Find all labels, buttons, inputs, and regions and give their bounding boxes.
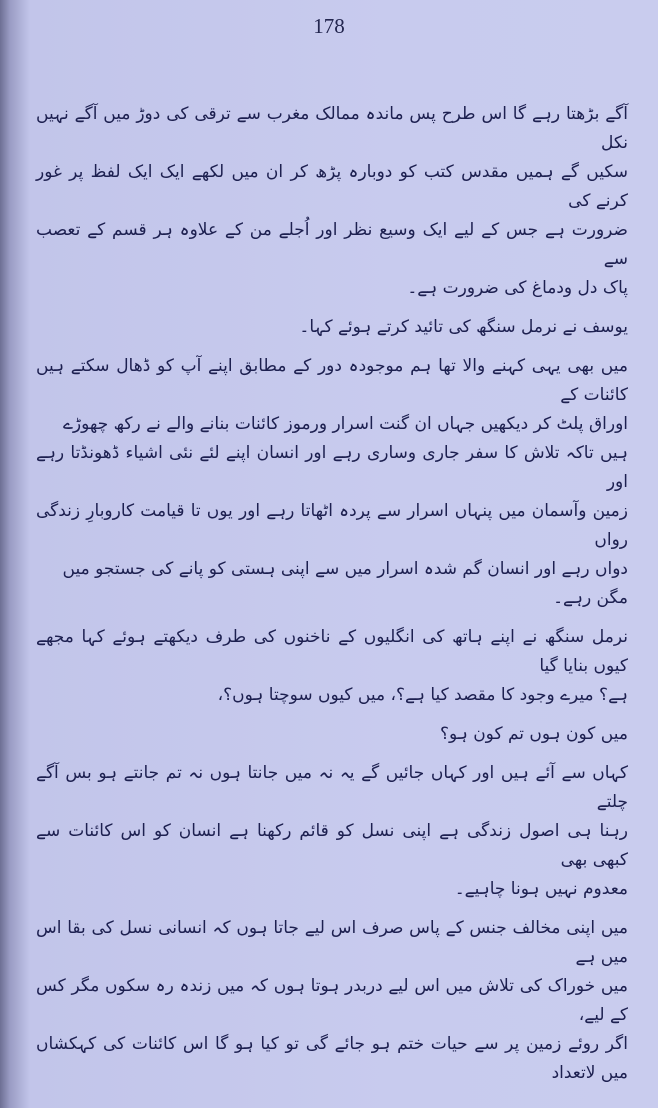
text-line: آگے بڑھتا رہے گا اس طرح پس ماندہ ممالک مغرب سے ترقی کی دوڑ میں آگے نہیں نکل bbox=[36, 104, 628, 153]
text-line: یوسف نے نرمل سنگھ کی تائید کرتے ہوئے کہا۔ bbox=[299, 317, 628, 337]
text-line: پاک دل ودماغ کی ضرورت ہے۔ bbox=[407, 278, 628, 298]
text-line: سکیں گے ہمیں مقدس کتب کو دوبارہ پڑھ کر ان میں لکھے ایک ایک لفظ پر غور کرنے کی bbox=[36, 162, 628, 211]
text-line: اگر روئے زمین پر سے حیات ختم ہو جائے گی تو کیا ہو گا اس کائنات کی کہکشاں میں لاتعداد bbox=[36, 1034, 628, 1083]
text-line: میں کون ہوں تم کون ہو؟ bbox=[440, 724, 628, 744]
text-line: میں بھی یہی کہنے والا تھا ہم موجودہ دور کے مطابق اپنے آپ کو ڈھال سکتے ہیں کائنات کے bbox=[36, 356, 628, 405]
text-line: کہاں سے آئے ہیں اور کہاں جائیں گے یہ نہ میں جانتا ہوں نہ تم جانتے ہو بس آگے چلتے bbox=[36, 763, 628, 812]
text-line: ہیں تاکہ تلاش کا سفر جاری وساری رہے اور انسان اپنے لئے نئی اشیاء ڈھونڈتا رہے اور bbox=[36, 443, 628, 492]
text-line: دواں رہے اور انسان گم شدہ اسرار میں سے اپنی ہستی کو پانے کی جستجو میں مگن رہے۔ bbox=[62, 559, 628, 608]
text-line: میں خوراک کی تلاش میں اس لیے دربدر ہوتا ہوں کہ میں زندہ رہ سکوں مگر کس کے لیے، bbox=[36, 976, 628, 1025]
text-line: نرمل سنگھ نے اپنے ہاتھ کی انگلیوں کے ناخنوں کی طرف دیکھتے ہوئے کہا مجھے کیوں بنایا گیا bbox=[36, 627, 628, 676]
text-line: رہنا ہی اصول زندگی ہے اپنی نسل کو قائم رکھنا ہے انسان کو اس کائنات سے کبھی بھی bbox=[36, 821, 628, 870]
text-line: ضرورت ہے جس کے لیے ایک وسیع نظر اور اُجلے من کے علاوہ ہر قسم کے تعصب سے bbox=[36, 220, 628, 269]
text-line: معدوم نہیں ہونا چاہیے۔ bbox=[454, 879, 628, 899]
text-line: میں اپنی مخالف جنس کے پاس صرف اس لیے جاتا ہوں کہ انسانی نسل کی بقا اس میں ہے bbox=[36, 918, 628, 967]
body-text bbox=[0, 100, 658, 1108]
text-line: زمین وآسمان میں پنہاں اسرار سے پردہ اٹھاتا رہے اور یوں تا قیامت کاروبارِ زندگی رواں bbox=[36, 501, 628, 550]
page-number: 178 bbox=[313, 14, 345, 38]
text-line: ہے؟ میرے وجود کا مقصد کیا ہے؟، میں کیوں سوچتا ہوں؟، bbox=[217, 685, 628, 705]
text-line: اوراق پلٹ کر دیکھیں جہاں ان گنت اسرار ورموز کائنات بنانے والے نے رکھ چھوڑے bbox=[62, 414, 628, 434]
